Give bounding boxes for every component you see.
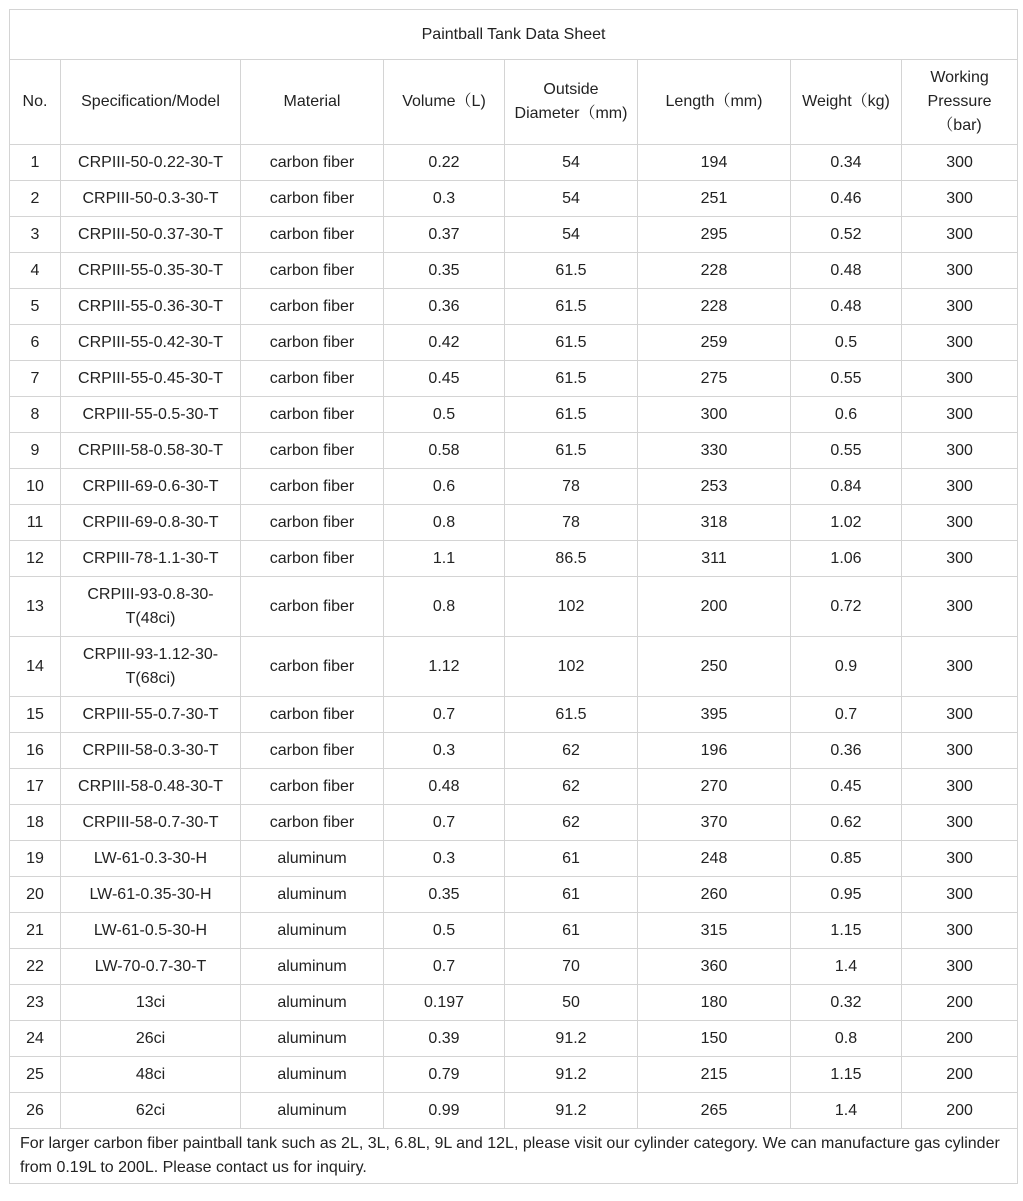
table-cell: 61.5 xyxy=(505,361,638,397)
table-row xyxy=(10,949,1018,985)
table-cell: 180 xyxy=(638,985,791,1021)
table-cell: 300 xyxy=(902,217,1018,253)
table-cell: 7 xyxy=(10,361,61,397)
table-cell: aluminum xyxy=(241,1021,384,1057)
table-cell: aluminum xyxy=(241,913,384,949)
table-cell: 248 xyxy=(638,841,791,877)
table-cell: 0.8 xyxy=(791,1021,902,1057)
table-cell: aluminum xyxy=(241,1057,384,1093)
table-cell: 300 xyxy=(902,253,1018,289)
table-cell: carbon fiber xyxy=(241,217,384,253)
table-cell: 26 xyxy=(10,1093,61,1129)
table-row xyxy=(10,361,1018,397)
table-row xyxy=(10,769,1018,805)
table-cell: 300 xyxy=(902,469,1018,505)
table-cell: 62 xyxy=(505,769,638,805)
table-cell: 259 xyxy=(638,325,791,361)
table-cell: carbon fiber xyxy=(241,637,384,697)
column-header: Weight（kg) xyxy=(791,60,902,145)
table-row xyxy=(10,1093,1018,1129)
table-cell: carbon fiber xyxy=(241,289,384,325)
column-header: Specification/Model xyxy=(61,60,241,145)
table-cell: CRPIII-50-0.3-30-T xyxy=(61,181,241,217)
table-cell: 300 xyxy=(902,697,1018,733)
table-cell: 300 xyxy=(902,325,1018,361)
table-cell: CRPIII-50-0.37-30-T xyxy=(61,217,241,253)
table-cell: 8 xyxy=(10,397,61,433)
table-cell: CRPIII-58-0.58-30-T xyxy=(61,433,241,469)
table-cell: 17 xyxy=(10,769,61,805)
table-cell: 61.5 xyxy=(505,433,638,469)
column-header: No. xyxy=(10,60,61,145)
table-cell: 0.7 xyxy=(791,697,902,733)
table-cell: 0.46 xyxy=(791,181,902,217)
table-cell: 70 xyxy=(505,949,638,985)
table-cell: CRPIII-93-0.8-30-T(48ci) xyxy=(61,577,241,637)
table-cell: 6 xyxy=(10,325,61,361)
table-cell: 62 xyxy=(505,733,638,769)
table-cell: CRPIII-55-0.7-30-T xyxy=(61,697,241,733)
table-row xyxy=(10,433,1018,469)
table-cell: carbon fiber xyxy=(241,733,384,769)
table-cell: 150 xyxy=(638,1021,791,1057)
table-cell: carbon fiber xyxy=(241,181,384,217)
table-cell: 16 xyxy=(10,733,61,769)
table-cell: 300 xyxy=(902,505,1018,541)
table-cell: 0.5 xyxy=(791,325,902,361)
table-cell: carbon fiber xyxy=(241,805,384,841)
table-cell: 0.7 xyxy=(384,697,505,733)
table-cell: 215 xyxy=(638,1057,791,1093)
table-row xyxy=(10,733,1018,769)
table-cell: CRPIII-69-0.6-30-T xyxy=(61,469,241,505)
table-cell: 330 xyxy=(638,433,791,469)
table-cell: 54 xyxy=(505,145,638,181)
table-cell: carbon fiber xyxy=(241,769,384,805)
table-cell: 0.62 xyxy=(791,805,902,841)
table-cell: 22 xyxy=(10,949,61,985)
table-cell: 19 xyxy=(10,841,61,877)
table-cell: 61 xyxy=(505,913,638,949)
table-cell: 78 xyxy=(505,505,638,541)
table-cell: 300 xyxy=(902,145,1018,181)
table-cell: 0.55 xyxy=(791,433,902,469)
table-cell: aluminum xyxy=(241,1093,384,1129)
table-cell: 91.2 xyxy=(505,1093,638,1129)
table-row xyxy=(10,577,1018,637)
table-cell: 228 xyxy=(638,253,791,289)
table-cell: 50 xyxy=(505,985,638,1021)
table-cell: 200 xyxy=(902,1021,1018,1057)
table-cell: 0.95 xyxy=(791,877,902,913)
table-cell: 61.5 xyxy=(505,697,638,733)
table-cell: 61 xyxy=(505,841,638,877)
table-cell: 300 xyxy=(902,637,1018,697)
table-cell: 0.45 xyxy=(791,769,902,805)
table-cell: carbon fiber xyxy=(241,253,384,289)
table-title-row xyxy=(10,10,1018,60)
table-cell: aluminum xyxy=(241,877,384,913)
table-cell: 1.12 xyxy=(384,637,505,697)
table-cell: 311 xyxy=(638,541,791,577)
table-cell: CRPIII-55-0.35-30-T xyxy=(61,253,241,289)
table-cell: 300 xyxy=(902,877,1018,913)
table-cell: 91.2 xyxy=(505,1057,638,1093)
table-cell: 1.15 xyxy=(791,1057,902,1093)
table-cell: 62 xyxy=(505,805,638,841)
table-cell: carbon fiber xyxy=(241,505,384,541)
table-cell: 0.197 xyxy=(384,985,505,1021)
column-header: Material xyxy=(241,60,384,145)
table-cell: 300 xyxy=(902,913,1018,949)
table-cell: 0.22 xyxy=(384,145,505,181)
column-header: Volume（L) xyxy=(384,60,505,145)
table-cell: 295 xyxy=(638,217,791,253)
table-cell: carbon fiber xyxy=(241,145,384,181)
table-cell: 0.3 xyxy=(384,181,505,217)
table-cell: 15 xyxy=(10,697,61,733)
table-cell: 0.5 xyxy=(384,397,505,433)
table-cell: 0.3 xyxy=(384,841,505,877)
table-row xyxy=(10,541,1018,577)
table-cell: 62ci xyxy=(61,1093,241,1129)
table-cell: 0.8 xyxy=(384,577,505,637)
table-cell: 370 xyxy=(638,805,791,841)
table-cell: 300 xyxy=(902,397,1018,433)
table-cell: 300 xyxy=(902,361,1018,397)
table-row xyxy=(10,877,1018,913)
table-cell: LW-70-0.7-30-T xyxy=(61,949,241,985)
table-cell: 260 xyxy=(638,877,791,913)
column-header: Outside Diameter（mm) xyxy=(505,60,638,145)
table-cell: 300 xyxy=(902,181,1018,217)
table-cell: carbon fiber xyxy=(241,541,384,577)
table-cell: 0.48 xyxy=(791,289,902,325)
table-cell: CRPIII-58-0.48-30-T xyxy=(61,769,241,805)
table-cell: 4 xyxy=(10,253,61,289)
table-cell: 102 xyxy=(505,577,638,637)
table-cell: 200 xyxy=(638,577,791,637)
footnote-text: For larger carbon fiber paintball tank such as 2L, 3L, 6.8L, 9L and 12L, please visit our cylinder category. We can manufacture gas cylinder from 0.19L to 200L. Please contact us for inquiry. xyxy=(10,1129,1018,1184)
table-cell: LW-61-0.5-30-H xyxy=(61,913,241,949)
table-cell: aluminum xyxy=(241,841,384,877)
table-cell: 12 xyxy=(10,541,61,577)
table-cell: 61.5 xyxy=(505,325,638,361)
column-header: Working Pressure（bar) xyxy=(902,60,1018,145)
table-cell: CRPIII-58-0.7-30-T xyxy=(61,805,241,841)
table-cell: 395 xyxy=(638,697,791,733)
table-cell: 275 xyxy=(638,361,791,397)
table-cell: 1.06 xyxy=(791,541,902,577)
table-cell: 251 xyxy=(638,181,791,217)
table-cell: CRPIII-58-0.3-30-T xyxy=(61,733,241,769)
table-cell: 1.1 xyxy=(384,541,505,577)
table-row xyxy=(10,697,1018,733)
table-cell: aluminum xyxy=(241,949,384,985)
table-cell: carbon fiber xyxy=(241,361,384,397)
table-cell: 48ci xyxy=(61,1057,241,1093)
table-cell: 61.5 xyxy=(505,289,638,325)
table-cell: 54 xyxy=(505,217,638,253)
table-cell: 0.55 xyxy=(791,361,902,397)
table-cell: 300 xyxy=(638,397,791,433)
table-cell: 23 xyxy=(10,985,61,1021)
table-cell: 0.7 xyxy=(384,805,505,841)
table-cell: 9 xyxy=(10,433,61,469)
table-cell: carbon fiber xyxy=(241,577,384,637)
table-cell: 0.35 xyxy=(384,877,505,913)
table-row xyxy=(10,181,1018,217)
table-cell: CRPIII-78-1.1-30-T xyxy=(61,541,241,577)
table-row xyxy=(10,325,1018,361)
table-cell: 61.5 xyxy=(505,253,638,289)
table-cell: 250 xyxy=(638,637,791,697)
table-cell: CRPIII-69-0.8-30-T xyxy=(61,505,241,541)
table-cell: 0.85 xyxy=(791,841,902,877)
table-cell: LW-61-0.35-30-H xyxy=(61,877,241,913)
table-cell: 0.3 xyxy=(384,733,505,769)
table-cell: 0.5 xyxy=(384,913,505,949)
table-cell: aluminum xyxy=(241,985,384,1021)
table-row xyxy=(10,985,1018,1021)
table-cell: 2 xyxy=(10,181,61,217)
table-row xyxy=(10,505,1018,541)
data-sheet-table xyxy=(9,9,1018,1184)
table-row xyxy=(10,253,1018,289)
table-cell: 0.35 xyxy=(384,253,505,289)
table-cell: 13ci xyxy=(61,985,241,1021)
table-cell: 300 xyxy=(902,841,1018,877)
table-row xyxy=(10,913,1018,949)
table-cell: 0.9 xyxy=(791,637,902,697)
table-cell: 0.79 xyxy=(384,1057,505,1093)
table-cell: 21 xyxy=(10,913,61,949)
table-cell: 18 xyxy=(10,805,61,841)
table-cell: 102 xyxy=(505,637,638,697)
table-cell: carbon fiber xyxy=(241,469,384,505)
table-cell: 0.7 xyxy=(384,949,505,985)
table-cell: 78 xyxy=(505,469,638,505)
table-cell: LW-61-0.3-30-H xyxy=(61,841,241,877)
table-cell: CRPIII-55-0.36-30-T xyxy=(61,289,241,325)
table-cell: 300 xyxy=(902,577,1018,637)
column-header: Length（mm) xyxy=(638,60,791,145)
table-cell: 1.4 xyxy=(791,1093,902,1129)
table-cell: 61.5 xyxy=(505,397,638,433)
table-cell: 300 xyxy=(902,289,1018,325)
table-cell: CRPIII-50-0.22-30-T xyxy=(61,145,241,181)
table-row xyxy=(10,1021,1018,1057)
table-cell: 91.2 xyxy=(505,1021,638,1057)
table-cell: carbon fiber xyxy=(241,433,384,469)
table-cell: 200 xyxy=(902,1093,1018,1129)
table-cell: 194 xyxy=(638,145,791,181)
table-cell: 0.39 xyxy=(384,1021,505,1057)
table-cell: 0.72 xyxy=(791,577,902,637)
table-cell: 0.84 xyxy=(791,469,902,505)
note-row xyxy=(10,1129,1018,1184)
table-cell: CRPIII-55-0.45-30-T xyxy=(61,361,241,397)
table-cell: 1.02 xyxy=(791,505,902,541)
table-cell: 11 xyxy=(10,505,61,541)
table-row xyxy=(10,637,1018,697)
table-cell: 0.32 xyxy=(791,985,902,1021)
table-row xyxy=(10,145,1018,181)
table-cell: 0.45 xyxy=(384,361,505,397)
table-cell: carbon fiber xyxy=(241,397,384,433)
table-cell: 13 xyxy=(10,577,61,637)
table-cell: 270 xyxy=(638,769,791,805)
table-cell: 1.15 xyxy=(791,913,902,949)
table-title: Paintball Tank Data Sheet xyxy=(10,10,1018,60)
table-cell: 0.48 xyxy=(384,769,505,805)
table-cell: 0.99 xyxy=(384,1093,505,1129)
table-cell: 0.6 xyxy=(791,397,902,433)
table-header-row xyxy=(10,60,1018,145)
table-cell: carbon fiber xyxy=(241,697,384,733)
table-cell: carbon fiber xyxy=(241,325,384,361)
table-cell: 0.36 xyxy=(791,733,902,769)
table-cell: 0.6 xyxy=(384,469,505,505)
table-cell: 86.5 xyxy=(505,541,638,577)
table-cell: CRPIII-93-1.12-30-T(68ci) xyxy=(61,637,241,697)
table-cell: CRPIII-55-0.42-30-T xyxy=(61,325,241,361)
table-cell: 300 xyxy=(902,769,1018,805)
table-cell: 14 xyxy=(10,637,61,697)
table-cell: 1.4 xyxy=(791,949,902,985)
table-cell: 0.48 xyxy=(791,253,902,289)
table-cell: 300 xyxy=(902,433,1018,469)
table-cell: 228 xyxy=(638,289,791,325)
table-cell: 0.42 xyxy=(384,325,505,361)
table-cell: 61 xyxy=(505,877,638,913)
table-cell: 318 xyxy=(638,505,791,541)
table-cell: 300 xyxy=(902,733,1018,769)
table-cell: 5 xyxy=(10,289,61,325)
table-cell: 25 xyxy=(10,1057,61,1093)
table-cell: 300 xyxy=(902,541,1018,577)
table-cell: 0.37 xyxy=(384,217,505,253)
table-row xyxy=(10,841,1018,877)
table-cell: 10 xyxy=(10,469,61,505)
table-row xyxy=(10,1057,1018,1093)
table-row xyxy=(10,469,1018,505)
table-cell: 196 xyxy=(638,733,791,769)
table-row xyxy=(10,397,1018,433)
table-cell: 20 xyxy=(10,877,61,913)
table-cell: 0.34 xyxy=(791,145,902,181)
table-cell: 0.36 xyxy=(384,289,505,325)
table-cell: 0.52 xyxy=(791,217,902,253)
table-cell: 0.58 xyxy=(384,433,505,469)
table-cell: CRPIII-55-0.5-30-T xyxy=(61,397,241,433)
table-cell: 360 xyxy=(638,949,791,985)
table-row xyxy=(10,805,1018,841)
table-cell: 200 xyxy=(902,1057,1018,1093)
table-cell: 0.8 xyxy=(384,505,505,541)
table-cell: 253 xyxy=(638,469,791,505)
table-cell: 1 xyxy=(10,145,61,181)
table-cell: 200 xyxy=(902,985,1018,1021)
table-cell: 54 xyxy=(505,181,638,217)
table-row xyxy=(10,217,1018,253)
table-cell: 315 xyxy=(638,913,791,949)
table-row xyxy=(10,289,1018,325)
table-cell: 265 xyxy=(638,1093,791,1129)
table-cell: 300 xyxy=(902,949,1018,985)
table-cell: 3 xyxy=(10,217,61,253)
table-cell: 300 xyxy=(902,805,1018,841)
table-cell: 24 xyxy=(10,1021,61,1057)
table-cell: 26ci xyxy=(61,1021,241,1057)
